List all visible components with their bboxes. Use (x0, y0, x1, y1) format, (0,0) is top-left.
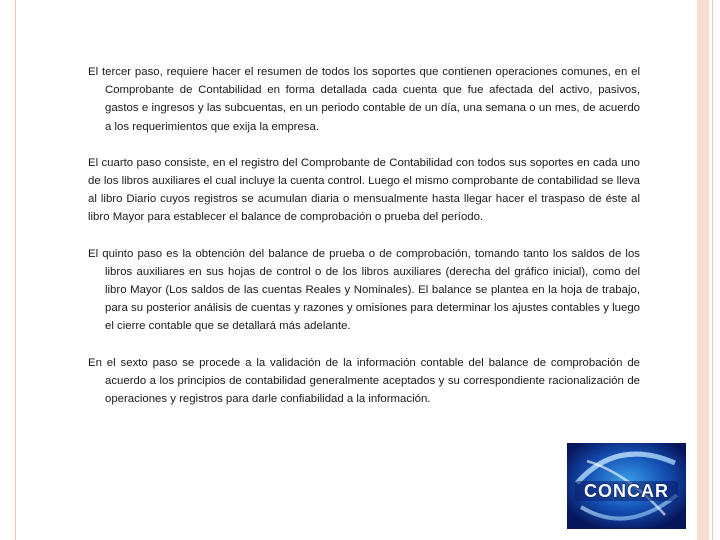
paragraph-fifth-step: El quinto paso es la obtención del balance de prueba o de comprobación, tomando tanto los saldos de los libros auxiliares en sus hojas de control o de los libros auxiliares (derecha del gráfico inicial), como del libro Mayor (Los saldos de las cuentas Reales y Nominales). El balance se plantea en la hoja de trabajo, para su posterior análisis de cuentas y razones y omisiones para determinar los ajustes contables y luego el cierre contable que se detallará más adelante. (88, 247, 640, 333)
document-body (88, 63, 640, 426)
concar-logo-graphic (567, 443, 686, 529)
frame-line-left (15, 0, 16, 540)
frame-band-right (697, 0, 709, 540)
frame-line-right-outer (712, 0, 713, 540)
paragraph-sixth-step: En el sexto paso se procede a la validación de la información contable del balance de comprobación de acuerdo a los principios de contabilidad generalmente aceptados y su correspondiente racionalización de operaciones y registros para darle confiabilidad a la información. (88, 356, 640, 406)
paragraph-fourth-step: El cuarto paso consiste, en el registro del Comprobante de Contabilidad con todos sus soportes en cada uno de los libros auxiliares el cual incluye la cuenta control. Luego el mismo comprobante de contabilidad se lleva al libro Diario cuyos registros se acumulan diaria o mensualmente hasta llegar hacer el traspaso de éste al libro Mayor para establecer el balance de comprobación o prueba del período. (88, 156, 640, 224)
concar-logo (567, 443, 686, 529)
paragraph-third-step: El tercer paso, requiere hacer el resumen de todos los soportes que contienen operaciones comunes, en el Comprobante de Contabilidad en forma detallada cada cuenta que fue afectada del activo, pasivos, gastos e ingresos y las subcuentas, en un periodo contable de un día, una semana o un mes, de acuerdo a los requerimientos que exija la empresa. (88, 66, 640, 133)
logo-wordmark: CONCAR (584, 481, 669, 501)
